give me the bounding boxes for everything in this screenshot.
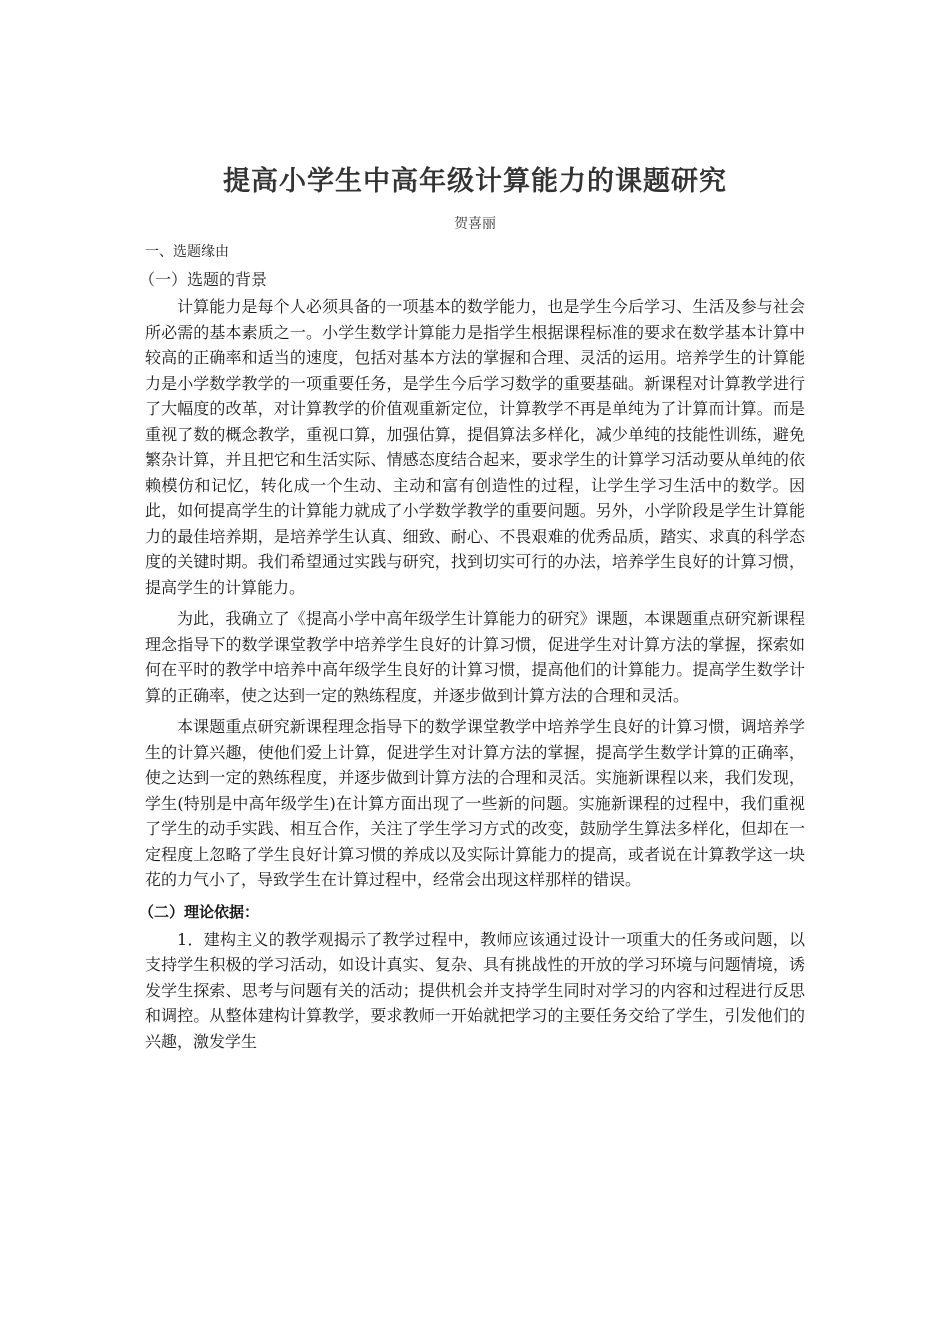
- section-heading-1: 一、选题缘由: [145, 244, 229, 260]
- document-title: 提高小学生中高年级计算能力的课题研究: [223, 166, 727, 197]
- subsection-heading-theory: （二）理论依据：: [139, 902, 260, 921]
- author-name: 贺喜丽: [454, 216, 496, 232]
- paragraph-3: 本课题重点研究新课程理念指导下的数学课堂教学中培养学生良好的计算习惯，调培养学生的计算兴趣，使他们爱上计算，促进学生对计算方法的掌握，提高学生数学计算的正确率，使之达到一定的熟练程度，并逐步做到计算方法的合理和灵活。实施新课程以来，我们发现，学生(特别是中高年级学生)在计算方面出现了一些新的问题。实施新课程的过程中，我们重视了学生的动手实践、相互合作，关注了学生学习方式的改变，鼓励学生算法多样化，但却在一定程度上忽略了学生良好计算习惯的养成以及实际计算能力的提高，或者说在计算教学这一块花的力气小了，导致学生在计算过程中，经常会出现这样那样的错误。: [145, 717, 805, 889]
- paragraph-2: 为此，我确立了《提高小学中高年级学生计算能力的研究》课题，本课题重点研究新课程理念指导下的数学课堂教学中培养学生良好的计算习惯，促进学生对计算方法的掌握，探索如何在平时的教学中培养中高年级学生良好的计算习惯，提高他们的计算能力。提高学生数学计算的正确率，使之达到一定的熟练程度，并逐步做到计算方法的合理和灵活。: [145, 609, 805, 705]
- paragraph-1: 计算能力是每个人必须具备的一项基本的数学能力，也是学生今后学习、生活及参与社会所必需的基本素质之一。小学生数学计算能力是指学生根据课程标准的要求在数学基本计算中较高的正确率和适当的速度，包括对基本方法的掌握和合理、灵活的运用。培养学生的计算能力是小学数学教学的一项重要任务，是学生今后学习数学的重要基础。新课程对计算教学进行了大幅度的改革，对计算教学的价值观重新定位，计算教学不再是单纯为了计算而计算。而是重视了数的概念教学，重视口算，加强估算，提倡算法多样化，减少单纯的技能性训练，避免繁杂计算，并且把它和生活实际、情感态度结合起来，要求学生的计算学习活动要从单纯的依赖模仿和记忆，转化成一个生动、主动和富有创造性的过程，让学生学习生活中的数学。因此，如何提高学生的计算能力就成了小学数学教学的重要问题。另外，小学阶段是学生计算能力的最佳培养期，是培养学生认真、细致、耐心、不畏艰难的优秀品质，踏实、求真的科学态度的关键时期。我们希望通过实践与研究，找到切实可行的办法，培养学生良好的计算习惯，提高学生的计算能力。: [145, 297, 805, 597]
- subsection-heading-background: （一）选题的背景: [139, 270, 268, 289]
- paragraph-theory-1: 1．建构主义的教学观揭示了教学过程中，教师应该通过设计一项重大的任务或问题，以支持学生积极的学习活动，如设计真实、复杂、具有挑战性的开放的学习环境与问题情境，诱发学生探索、思考与问题有关的活动；提供机会并支持学生同时对学习的内容和过程进行反思和调控。从整体建构计算教学，要求教师一开始就把学习的主要任务交给了学生，引发他们的兴趣，激发学生: [145, 929, 805, 1051]
- document-page: [139, 160, 805, 1060]
